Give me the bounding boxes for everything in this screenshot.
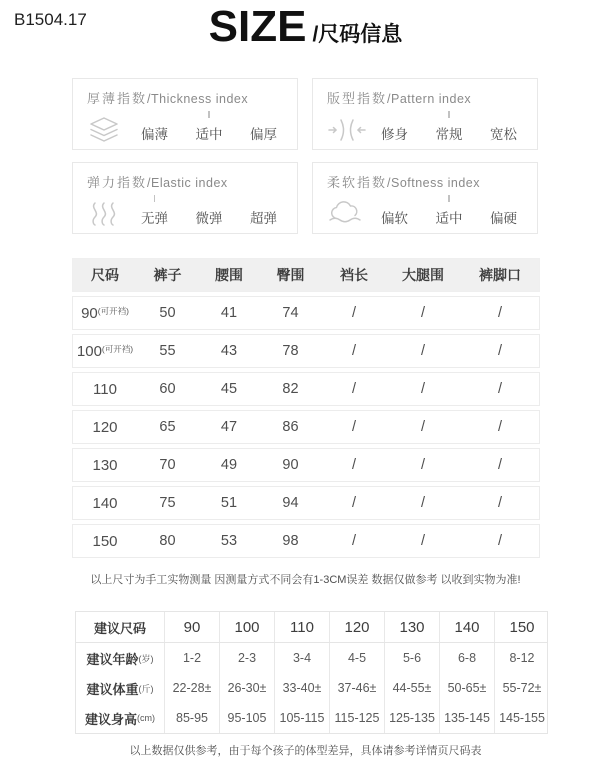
size-cell: 55 <box>159 343 176 359</box>
col-header-waist: 腰围 <box>215 267 243 283</box>
col-header-pants: 裤子 <box>153 267 182 283</box>
fit-arrows-icon <box>327 115 371 145</box>
index-option <box>250 111 277 143</box>
size-cell: / <box>351 381 357 397</box>
size-value: 140 <box>92 494 118 512</box>
suggestion-cell: 120 <box>329 612 384 642</box>
suggestion-cell: 105-115 <box>274 703 329 733</box>
index-option-label: 宽松 <box>490 127 517 142</box>
size-table-row <box>72 410 540 444</box>
index-option-label: 适中 <box>195 127 223 142</box>
index-title-en: /Softness index <box>387 176 480 190</box>
index-option-label: 无弹 <box>141 211 168 226</box>
waves-icon <box>87 199 131 229</box>
size-cell: / <box>351 305 357 321</box>
index-boxes-container <box>72 78 540 234</box>
index-option-label: 偏软 <box>381 211 408 226</box>
index-title-cn: 版型指数 <box>327 91 388 106</box>
open-crotch-note: (可开裆) <box>97 305 129 316</box>
size-cell-label <box>73 419 137 436</box>
tick-mark <box>154 195 156 202</box>
size-cell: 70 <box>159 457 176 473</box>
size-cell: / <box>420 305 426 321</box>
suggestion-cell: 140 <box>439 612 494 642</box>
index-option <box>381 111 408 143</box>
size-cell: 94 <box>282 495 299 511</box>
layers-icon <box>87 115 131 145</box>
suggestion-cell: 100 <box>219 612 274 642</box>
size-cell: 43 <box>220 343 238 359</box>
size-cell-label <box>73 381 137 398</box>
suggestion-cell: 85-95 <box>164 703 219 733</box>
col-header-crotch: 裆长 <box>340 267 368 283</box>
suggestion-cell: 90 <box>164 612 219 642</box>
size-cell: 47 <box>220 419 238 435</box>
size-table-body <box>72 296 540 558</box>
suggestion-table <box>75 611 548 734</box>
size-cell: / <box>497 381 503 397</box>
suggestion-cell: 110 <box>274 612 329 642</box>
index-option-label: 微弹 <box>195 211 223 226</box>
size-cell: 65 <box>159 419 176 435</box>
suggestion-row-label <box>76 612 164 642</box>
index-option <box>141 111 168 143</box>
suggestion-label-unit: (岁) <box>138 653 154 664</box>
col-header-size: 尺码 <box>91 267 119 283</box>
size-cell: 82 <box>282 381 299 397</box>
size-cell: 45 <box>220 381 238 397</box>
index-option <box>196 195 223 227</box>
index-option <box>436 195 463 227</box>
suggestion-cell: 8-12 <box>494 643 549 673</box>
suggestion-cell: 115-125 <box>329 703 384 733</box>
index-option-label: 超弹 <box>250 211 277 226</box>
size-value: 110 <box>93 380 117 398</box>
suggestion-label-text: 建议年龄 <box>86 651 139 667</box>
index-title-cn: 弹力指数 <box>87 175 148 190</box>
size-cell: / <box>497 533 503 549</box>
suggestion-row <box>76 612 547 643</box>
product-sku: B1504.17 <box>14 10 87 29</box>
size-cell-label <box>73 343 137 360</box>
index-title-cn: 厚薄指数 <box>87 91 148 106</box>
size-cell: / <box>420 419 426 435</box>
suggestion-cell: 1-2 <box>164 643 219 673</box>
index-option <box>490 195 517 227</box>
index-option-label: 修身 <box>381 127 408 142</box>
index-option-label: 偏硬 <box>490 211 517 226</box>
size-cell: / <box>351 533 357 549</box>
suggestion-cell: 22-28± <box>164 673 219 703</box>
size-cell-label <box>73 495 137 512</box>
size-cell: 49 <box>220 457 238 473</box>
suggestion-cell: 6-8 <box>439 643 494 673</box>
size-cell: 53 <box>220 533 238 549</box>
size-cell: / <box>351 495 357 511</box>
index-option-label: 偏薄 <box>141 127 168 142</box>
size-cell: / <box>351 419 357 435</box>
suggestion-label-unit: (cm) <box>137 713 155 723</box>
index-option <box>141 195 168 227</box>
suggestion-cell: 125-135 <box>384 703 439 733</box>
size-value: 120 <box>92 418 118 436</box>
index-box-title <box>87 172 285 191</box>
size-cell: 78 <box>282 343 299 359</box>
size-cell: 60 <box>159 381 176 397</box>
size-cell: 41 <box>220 305 238 321</box>
index-box-1 <box>312 78 538 150</box>
size-cell: / <box>420 457 426 473</box>
suggestion-label-text: 建议尺码 <box>93 620 146 636</box>
suggestion-cell: 50-65± <box>439 673 494 703</box>
size-value: 90 <box>81 304 98 322</box>
suggestion-row-label <box>76 673 164 703</box>
measurement-note: 以上尺寸为手工实物测量 因测量方式不同会有1-3CM误差 数据仅做参考 以收到实物为准! <box>90 574 521 586</box>
size-cell-label <box>73 457 137 474</box>
suggestion-cell: 135-145 <box>439 703 494 733</box>
size-cell: 75 <box>159 495 176 511</box>
size-cell: / <box>497 343 503 359</box>
index-option <box>196 111 223 143</box>
index-box-title <box>87 88 285 107</box>
index-title-en: /Thickness index <box>147 92 249 106</box>
index-option <box>490 111 517 143</box>
size-cell: / <box>420 533 426 549</box>
title-size: SIZE <box>208 2 307 51</box>
size-cell: / <box>351 343 357 359</box>
size-cell: / <box>497 457 503 473</box>
suggestion-cell: 150 <box>494 612 549 642</box>
suggestion-cell: 2-3 <box>219 643 274 673</box>
suggestion-cell: 33-40± <box>274 673 329 703</box>
size-value: 150 <box>92 532 118 550</box>
index-box-3 <box>312 162 538 234</box>
footer-note: 以上数据仅供参考，由于每个孩子的体型差异，具体请参考详情页尺码表 <box>129 745 482 757</box>
size-cell: 86 <box>282 419 299 435</box>
suggestion-cell: 95-105 <box>219 703 274 733</box>
index-box-title <box>327 88 525 107</box>
open-crotch-note: (可开裆) <box>101 343 134 354</box>
index-box-0 <box>72 78 298 150</box>
suggestion-cell: 44-55± <box>384 673 439 703</box>
col-header-hip: 臀围 <box>276 267 305 283</box>
size-cell: 74 <box>282 305 299 321</box>
suggestion-cell: 145-155 <box>494 703 549 733</box>
suggestion-row <box>76 643 547 673</box>
size-cell-label <box>73 533 137 550</box>
suggestion-cell: 26-30± <box>219 673 274 703</box>
index-title-cn: 柔软指数 <box>327 175 388 190</box>
title-subtitle: /尺码信息 <box>312 23 403 46</box>
size-table-row <box>72 524 540 558</box>
size-value: 130 <box>92 456 118 474</box>
tick-mark <box>448 111 450 118</box>
size-cell: / <box>497 495 503 511</box>
size-table-row <box>72 334 540 368</box>
cloud-icon <box>327 199 371 229</box>
size-table-row <box>72 372 540 406</box>
index-option-label: 适中 <box>435 211 463 226</box>
size-cell: / <box>420 495 426 511</box>
size-cell: / <box>497 305 503 321</box>
suggestion-label-unit: (斤) <box>138 683 154 694</box>
tick-mark <box>208 111 210 118</box>
size-cell: / <box>420 381 426 397</box>
index-title-en: /Pattern index <box>387 92 472 106</box>
size-cell: 51 <box>220 495 238 511</box>
index-option <box>250 195 277 227</box>
suggestion-cell: 130 <box>384 612 439 642</box>
size-table-row <box>72 448 540 482</box>
col-header-thigh: 大腿围 <box>402 267 444 283</box>
index-box-title <box>327 172 525 191</box>
suggestion-row <box>76 673 547 703</box>
suggestion-cell: 4-5 <box>329 643 384 673</box>
size-cell: 90 <box>282 457 299 473</box>
suggestion-label-text: 建议身高 <box>84 711 137 727</box>
suggestion-row-label <box>76 643 164 673</box>
size-table-row <box>72 486 540 520</box>
suggestion-cell: 37-46± <box>329 673 384 703</box>
suggestion-row-label <box>76 703 164 733</box>
size-cell: / <box>497 419 503 435</box>
size-cell: 98 <box>282 533 299 549</box>
index-option <box>436 111 463 143</box>
size-table-header <box>72 258 540 292</box>
suggestion-cell: 3-4 <box>274 643 329 673</box>
index-box-2 <box>72 162 298 234</box>
index-title-en: /Elastic index <box>147 176 228 190</box>
suggestion-cell: 5-6 <box>384 643 439 673</box>
size-cell-label <box>73 305 137 322</box>
size-cell: 50 <box>159 305 176 321</box>
tick-mark <box>448 195 450 202</box>
index-option <box>381 195 408 227</box>
index-option-label: 偏厚 <box>250 127 277 142</box>
size-cell: / <box>420 343 426 359</box>
size-cell: 80 <box>159 533 176 549</box>
col-header-hem: 裤脚口 <box>479 267 521 283</box>
suggestion-cell: 55-72± <box>494 673 549 703</box>
size-table-row <box>72 296 540 330</box>
size-table <box>72 258 540 558</box>
suggestion-label-text: 建议体重 <box>86 681 139 697</box>
index-option-label: 常规 <box>435 127 463 142</box>
size-cell: / <box>351 457 357 473</box>
suggestion-row <box>76 703 547 733</box>
size-value: 100 <box>76 342 102 360</box>
page-title <box>0 0 611 52</box>
